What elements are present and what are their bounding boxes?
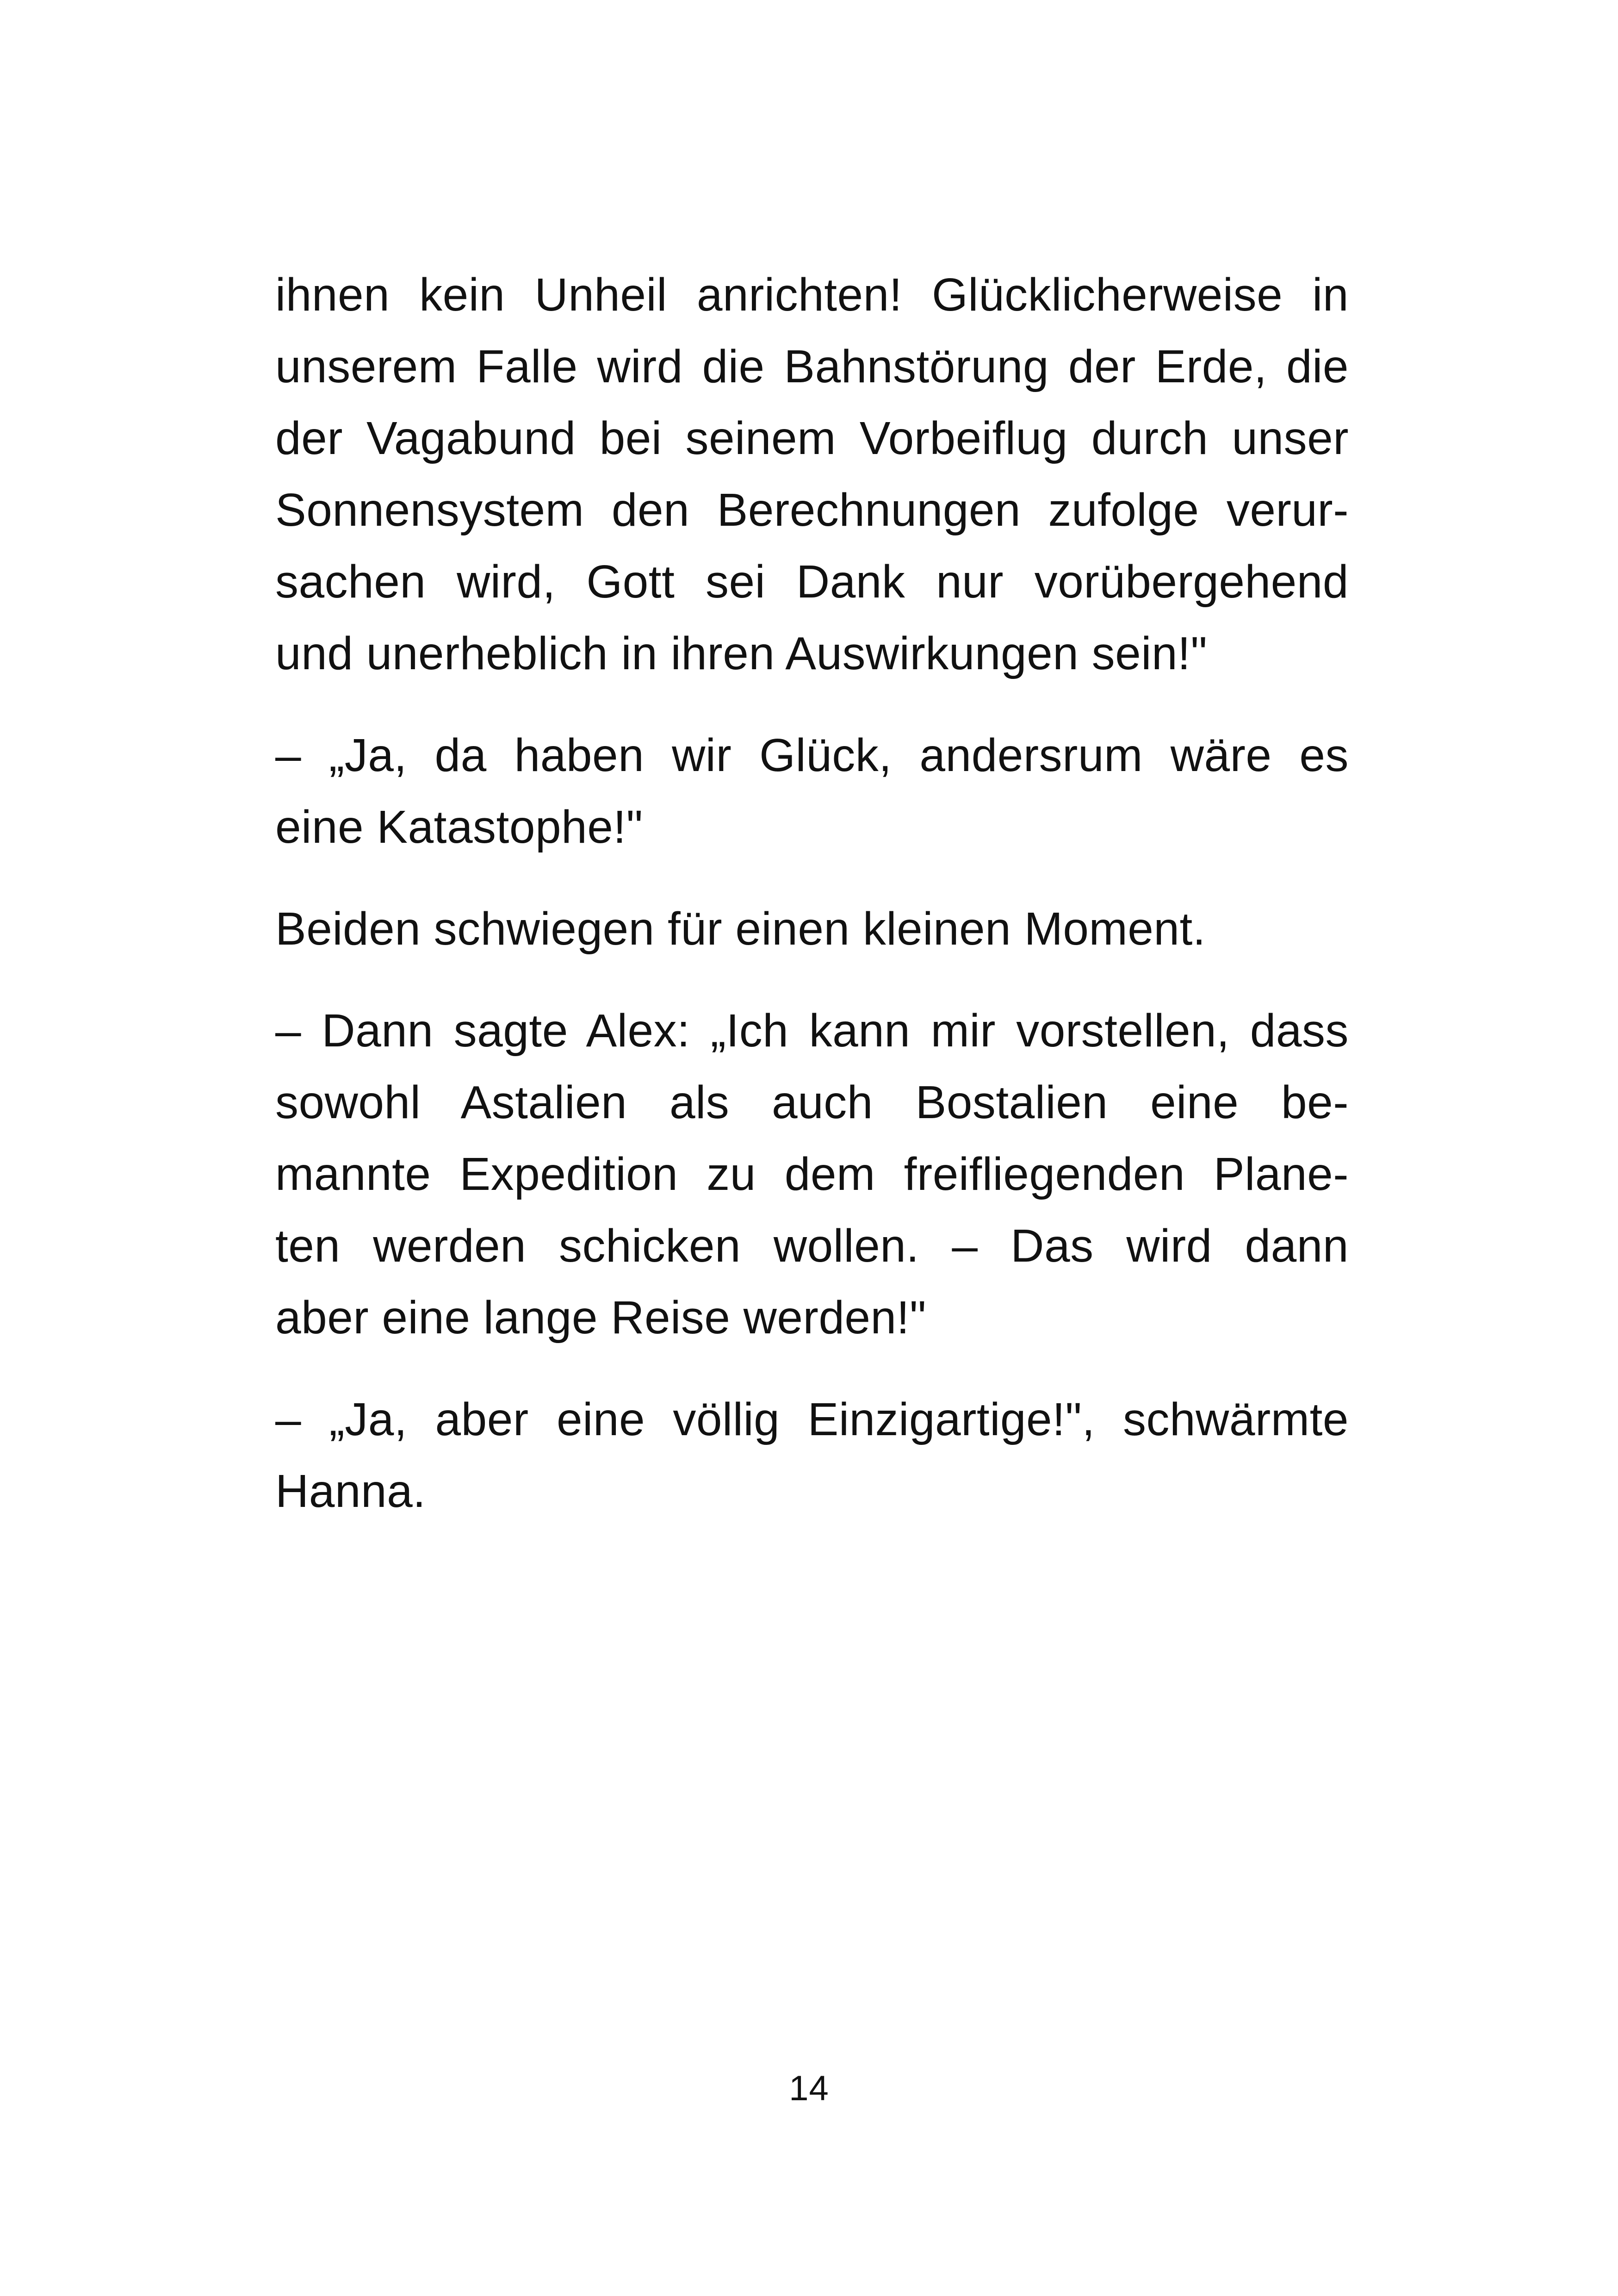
text-line: aber eine lange Reise werden!" [275, 1292, 926, 1344]
page-number: 14 [789, 2069, 829, 2108]
text-line: ihnen kein Unheil anrichten! Glücklicherweise in [275, 269, 1349, 321]
text-line: Sonnensystem den Berechnungen zufolge verur- [275, 484, 1349, 536]
text-line: der Vagabund bei seinem Vorbeiflug durch unser [275, 412, 1349, 464]
text-line: Beiden schwiegen für einen kleinen Moment. [275, 903, 1206, 955]
text-line: und unerheblich in ihren Auswirkungen sein!" [275, 628, 1208, 679]
paragraph-4 [275, 995, 1349, 1354]
body-text [275, 259, 1349, 1527]
paragraph-3 [275, 893, 1349, 965]
text-line: eine Katastophe!" [275, 801, 643, 853]
paragraph-2 [275, 720, 1349, 863]
text-line: – „Ja, da haben wir Glück, andersrum wäre es [275, 729, 1349, 781]
text-line: sachen wird, Gott sei Dank nur vorübergehend [275, 556, 1349, 608]
text-line: unserem Falle wird die Bahnstörung der Erde, die [275, 341, 1349, 392]
text-line: sowohl Astalien als auch Bostalien eine be- [275, 1076, 1349, 1128]
text-line: – „Ja, aber eine völlig Einzigartige!", schwärmte [275, 1394, 1349, 1445]
text-line: Hanna. [275, 1465, 426, 1517]
text-line: mannte Expedition zu dem freifliegenden Plane- [275, 1148, 1349, 1200]
paragraph-5 [275, 1384, 1349, 1527]
text-line: – Dann sagte Alex: „Ich kann mir vorstellen, dass [275, 1005, 1349, 1057]
paragraph-1 [275, 259, 1349, 690]
text-line: ten werden schicken wollen. – Das wird dann [275, 1220, 1349, 1272]
